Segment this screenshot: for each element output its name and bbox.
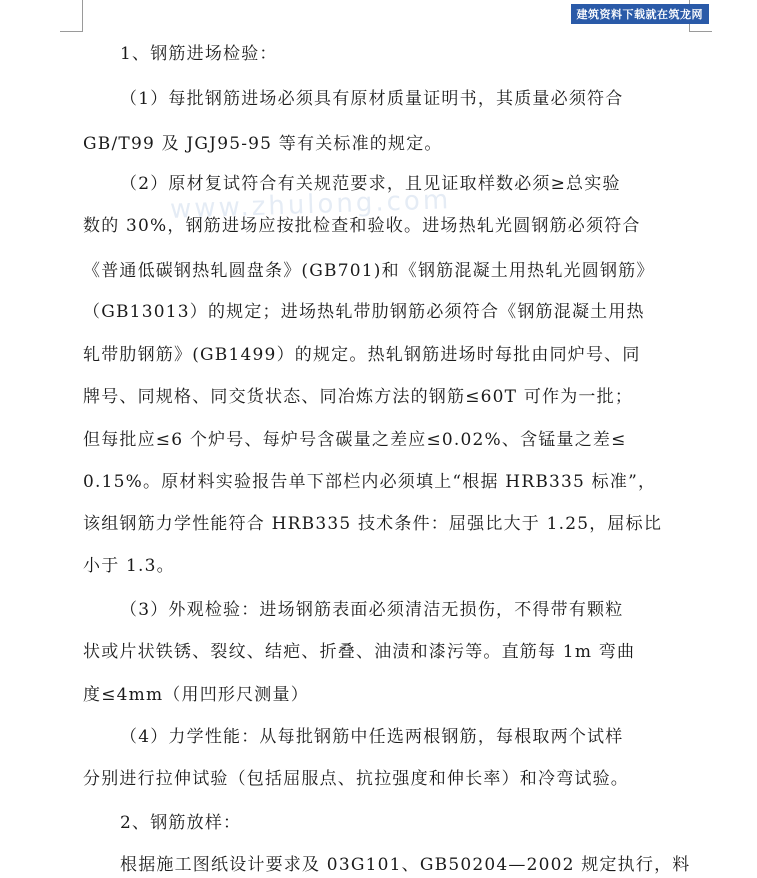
paragraph-3-line-2: 状或片状铁锈、裂纹、结疤、折叠、油渍和漆污等。直筋每 1m 弯曲 xyxy=(83,642,636,662)
paragraph-2-line-9: 该组钢筋力学性能符合 HRB335 技术条件：屈强比大于 1.25，屈标比 xyxy=(83,514,663,534)
paragraph-5-line-1: 根据施工图纸设计要求及 03G101、GB50204—2002 规定执行，料 xyxy=(120,855,691,875)
paragraph-2-line-5: 轧带肋钢筋》(GB1499）的规定。热轧钢筋进场时每批由同炉号、同 xyxy=(83,345,641,365)
paragraph-4-line-1: （4）力学性能：从每批钢筋中任选两根钢筋，每根取两个试样 xyxy=(120,727,624,747)
paragraph-2-line-3: 《普通低碳钢热轧圆盘条》(GB701)和《钢筋混凝土用热轧光圆钢筋》 xyxy=(83,261,655,281)
paragraph-2-line-10: 小于 1.3。 xyxy=(83,556,175,576)
paragraph-2-line-2: 数的 30%，钢筋进场应按批检查和验收。进场热轧光圆钢筋必须符合 xyxy=(83,216,641,236)
crop-mark-top-left-horizontal xyxy=(60,31,83,32)
paragraph-2-line-7: 但每批应≤6 个炉号、每炉号含碳量之差应≤0.02%、含锰量之差≤ xyxy=(83,430,627,450)
paragraph-2-line-4: （GB13013）的规定；进场热轧带肋钢筋必须符合《钢筋混凝土用热 xyxy=(83,302,645,322)
paragraph-2-line-8: 0.15%。原材料实验报告单下部栏内必须填上“根据 HRB335 标准”， xyxy=(83,472,657,492)
paragraph-2-line-1: （2）原材复试符合有关规范要求，且见证取样数必须≥总实验 xyxy=(120,174,621,194)
section-heading-2: 2、钢筋放样： xyxy=(120,813,242,833)
paragraph-2-line-6: 牌号、同规格、同交货状态、同冶炼方法的钢筋≤60T 可作为一批； xyxy=(83,387,634,407)
section-heading-1: 1、钢筋进场检验： xyxy=(120,44,278,64)
watermark-banner: 建筑资料下载就在筑龙网 xyxy=(571,4,710,24)
crop-mark-top-left-vertical xyxy=(82,0,83,32)
paragraph-3-line-1: （3）外观检验：进场钢筋表面必须清洁无损伤，不得带有颗粒 xyxy=(120,600,624,620)
crop-mark-top-right-horizontal xyxy=(689,31,712,32)
paragraph-1-line-1: （1）每批钢筋进场必须具有原材质量证明书，其质量必须符合 xyxy=(120,89,624,109)
paragraph-4-line-2: 分别进行拉伸试验（包括屈服点、抗拉强度和伸长率）和冷弯试验。 xyxy=(83,769,629,789)
paragraph-3-line-3: 度≤4mm（用凹形尺测量） xyxy=(83,685,309,705)
faint-watermark: www.zhulong.com xyxy=(169,185,452,225)
paragraph-1-line-2: GB/T99 及 JGJ95-95 等有关标准的规定。 xyxy=(83,134,443,154)
